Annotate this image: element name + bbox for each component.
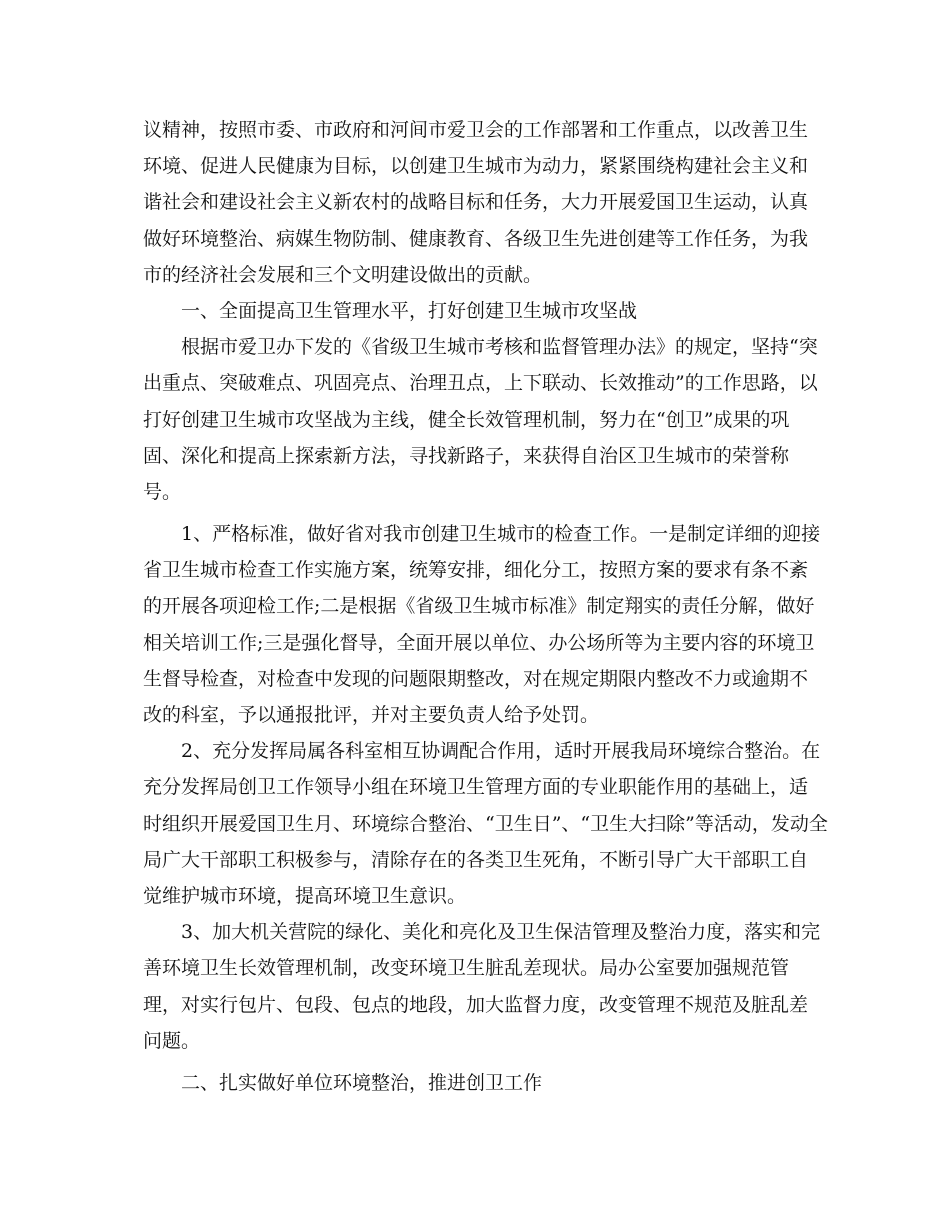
document-body (143, 112, 828, 1101)
heading-line: 二、扎实做好单位环境整治，推进创卫工作 (181, 1071, 543, 1094)
text-line: 相关培训工作;三是强化督导，全面开展以单位、办公场所等为主要内容的环境卫 (143, 631, 815, 654)
text-line: 理，对实行包片、包段、包点的地段，加大监督力度，改变管理不规范及脏乱差 (143, 993, 809, 1016)
text-line: 生督导检查，对检查中发现的问题限期整改，对在规定期限内整改不力或逾期不 (143, 667, 809, 690)
text-line: 固、深化和提高上探索新方法，寻找新路子，来获得自治区卫生城市的荣誉称 (143, 444, 790, 467)
text-line: 3、加大机关营院的绿化、美化和亮化及卫生保洁管理及整治力度，落实和完 (181, 921, 821, 944)
paragraph-item-1 (143, 516, 821, 733)
heading-line: 一、全面提高卫生管理水平，打好创建卫生城市攻坚战 (181, 299, 638, 322)
text-line: 环境、促进人民健康为目标，以创建卫生城市为动力，紧紧围绕构建社会主义和 (143, 155, 809, 178)
text-line: 改的科室，予以通报批评，并对主要负责人给予处罚。 (143, 704, 600, 726)
text-line: 号。 (143, 480, 182, 503)
text-line: 根据市爱卫办下发的《省级卫生城市考核和监督管理办法》的规定，坚持“突 (181, 336, 818, 359)
paragraph-section-1 (143, 329, 818, 510)
paragraph-item-2 (143, 733, 828, 914)
text-line: 打好创建卫生城市攻坚战为主线，健全长效管理机制，努力在“创卫”成果的巩 (143, 408, 790, 431)
text-line: 1、严格标准，做好省对我市创建卫生城市的检查工作。一是制定详细的迎接 (181, 523, 821, 546)
text-line: 市的经济社会发展和三个文明建设做出的贡献。 (143, 263, 543, 286)
text-line: 省卫生城市检查工作实施方案，统筹安排，细化分工，按照方案的要求有条不紊 (143, 559, 809, 582)
text-line: 议精神，按照市委、市政府和河间市爱卫会的工作部署和工作重点，以改善卫生 (143, 119, 809, 141)
paragraph-item-3 (143, 914, 821, 1059)
paragraph-intro (143, 112, 811, 293)
text-line: 出重点、突破难点、巩固亮点、治理丑点，上下联动、长效推动”的工作思路，以 (143, 372, 818, 395)
text-line: 局广大干部职工积极参与，清除存在的各类卫生死角，不断引导广大干部职工自 (143, 848, 809, 871)
text-line: 善环境卫生长效管理机制，改变环境卫生脏乱差现状。局办公室要加强规范管 (143, 957, 790, 980)
text-line: 充分发挥局创卫工作领导小组在环境卫生管理方面的专业职能作用的基础上，适 (143, 776, 809, 799)
section-heading-1 (143, 293, 811, 329)
text-line: 时组织开展爱国卫生月、环境综合整治、“卫生日”、“卫生大扫除”等活动，发动全 (143, 812, 828, 835)
text-line: 谐社会和建设社会主义新农村的战略目标和任务，大力开展爱国卫生运动，认真 (143, 191, 809, 214)
text-line: 的开展各项迎检工作;二是根据《省级卫生城市标准》制定翔实的责任分解，做好 (143, 595, 815, 618)
section-heading-2 (143, 1065, 811, 1101)
text-line: 2、充分发挥局属各科室相互协调配合作用，适时开展我局环境综合整治。在 (181, 740, 821, 763)
text-line: 觉维护城市环境，提高环境卫生意识。 (143, 884, 467, 907)
text-line: 问题。 (143, 1029, 201, 1052)
text-line: 做好环境整治、病媒生物防制、健康教育、各级卫生先进创建等工作任务，为我 (143, 227, 809, 250)
